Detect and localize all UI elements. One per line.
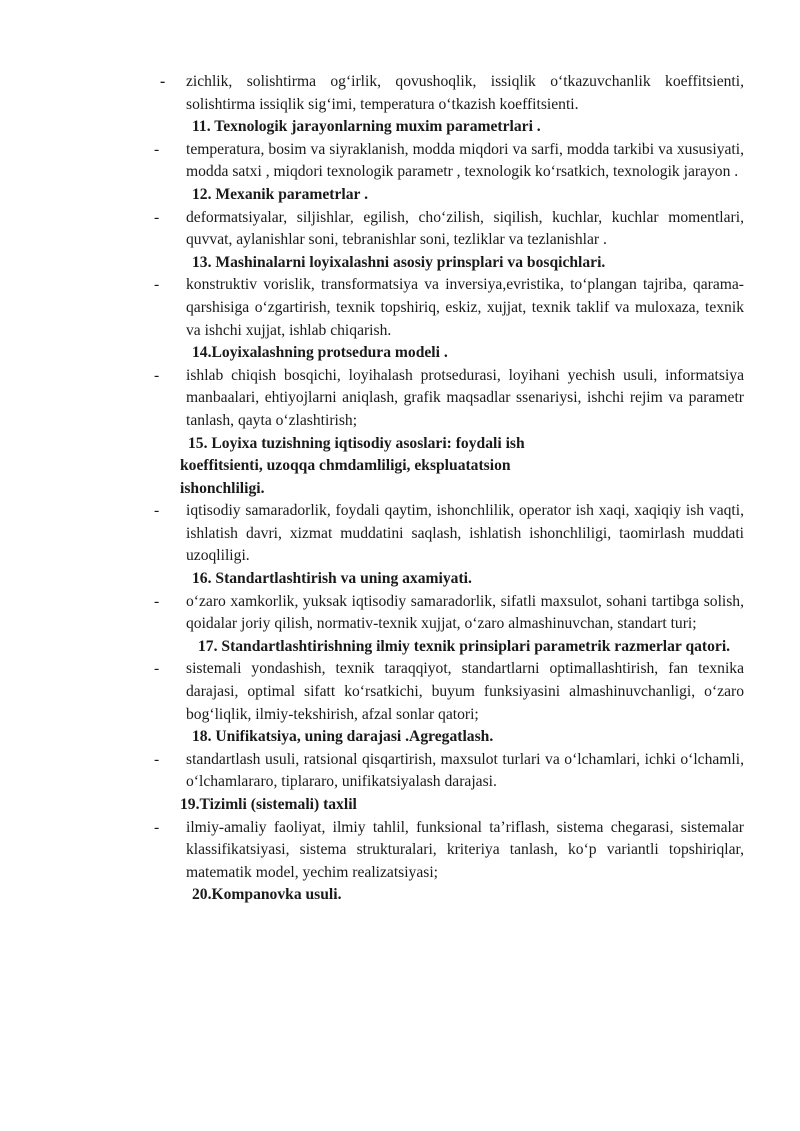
list-dash: - bbox=[154, 140, 160, 158]
list-dash: - bbox=[154, 208, 160, 226]
section-heading-18: 18. Unifikatsiya, uning darajasi .Agregatlash. bbox=[192, 728, 494, 746]
section-heading-20: 20.Kompanovka usuli. bbox=[192, 886, 342, 904]
heading-line: ishonchliligi. bbox=[180, 479, 265, 497]
list-item bbox=[150, 139, 744, 184]
list-item bbox=[150, 365, 744, 433]
list-item-text: ilmiy-amaliy faoliyat, ilmiy tahlil, funksional ta’riflash, sistema chegarasi, sistemalar klassifikatsiyasi, sistema strukturalari, kriteriya tanlash, ko‘p variantli topshiriqlar, matematik model, yechim realizatsiyasi; bbox=[186, 818, 744, 881]
list-item-text: standartlash usuli, ratsional qisqartirish, maxsulot turlari va o‘lchamlari, ichki o‘lchamli, o‘lchamlararo, tiplararo, unifikatsiyalash darajasi. bbox=[186, 750, 744, 791]
section-heading-19: 19.Tizimli (sistemali) taxlil bbox=[180, 796, 357, 813]
list-item-text: temperatura, bosim va siyraklanish, modda miqdori va sarfi, modda tarkibi va xususiyati, modda satxi , miqdori texnologik parametr , texnologik ko‘rsatkich, texnologik jarayon . bbox=[186, 140, 744, 181]
section-heading-13: 13. Mashinalarni loyixalashni asosiy prinsplari va bosqichlari. bbox=[192, 253, 606, 271]
list-item-text: konstruktiv vorislik, transformatsiya va inversiya,evristika, to‘plangan tajriba, qarama-qarshisiga o‘zgartirish, texnik topshiriq, eskiz, xujjat, texnik taklif va muloxaza, texnik va ishchi xujjat, ishlab chiqarish. bbox=[186, 276, 744, 339]
list-dash: - bbox=[160, 73, 166, 90]
section-heading-12: 12. Mexanik parametrlar . bbox=[192, 185, 368, 203]
list-item bbox=[150, 207, 744, 252]
list-dash: - bbox=[154, 366, 160, 384]
list-item-text: o‘zaro xamkorlik, yuksak iqtisodiy samaradorlik, sifatli maxsulot, sohani tartibga solish, qoidalar joriy qilish, normativ-texnik xujjat, o‘zaro almashinuvchan, standart turi; bbox=[186, 592, 744, 633]
list-item-text: iqtisodiy samaradorlik, foydali qaytim, ishonchlilik, operator ish xaqi, xaqiqiy ish vaqti, ishlatish davri, xizmat muddatini saqlash, ishlatish ishonchliligi, taomirlash muddati uzoqliligi. bbox=[186, 502, 744, 565]
section-heading-14: 14.Loyixalashning protsedura modeli . bbox=[192, 344, 448, 362]
list-dash: - bbox=[154, 592, 160, 610]
list-item-text: deformatsiyalar, siljishlar, egilish, cho‘zilish, siqilish, kuchlar, kuchlar momentlari, quvvat, aylanishlar soni, tebranishlar soni, tezliklar va tezlanishlar . bbox=[186, 208, 744, 249]
heading-line: 15. Loyixa tuzishning iqtisodiy asoslari: foydali ish bbox=[188, 434, 525, 452]
list-item bbox=[150, 658, 744, 726]
list-item bbox=[150, 500, 744, 568]
list-item-text: ishlab chiqish bosqichi, loyihalash protsedurasi, loyihani yechish usuli, informatsiya manbaalari, ehtiyojlarni aniqlash, grafik maqsadlar ssenariysi, ishchi rejim va parametr tanlash, qayta o‘zlashtirish; bbox=[186, 366, 744, 429]
list-dash: - bbox=[154, 750, 160, 768]
list-item bbox=[150, 591, 744, 636]
list-dash: - bbox=[154, 276, 160, 294]
list-dash: - bbox=[154, 818, 160, 836]
list-item-text: sistemali yondashish, texnik taraqqiyot, standartlarni optimallashtirish, fan texnika darajasi, optimal sifatt ko‘rsatkichi, buyum funksiyasini almashinuvchanligi, o‘zaro bog‘liqlik, ilmiy-tekshirish, afzal sonlar qatori; bbox=[186, 660, 744, 723]
section-heading-15 bbox=[150, 433, 744, 501]
list-dash: - bbox=[154, 502, 160, 520]
list-item-text: zichlik, solishtirma og‘irlik, qovushoqlik, issiqlik o‘tkazuvchanlik koeffitsienti, solishtirma issiqlik sig‘imi, temperatura o‘tkazish koeffitsienti. bbox=[186, 73, 744, 113]
list-dash: - bbox=[154, 660, 160, 678]
section-heading-16: 16. Standartlashtirish va uning axamiyati. bbox=[192, 570, 472, 588]
section-heading-11: 11. Texnologik jarayonlarning muxim parametrlari . bbox=[192, 118, 541, 136]
section-heading-17: 17. Standartlashtirishning ilmiy texnik prinsiplari parametrik razmerlar qatori. bbox=[198, 637, 731, 655]
term-list bbox=[150, 71, 744, 907]
list-item bbox=[150, 274, 744, 342]
heading-line: koeffitsienti, uzoqqa chmdamliligi, ekspluatatsion bbox=[180, 457, 511, 475]
list-item bbox=[150, 71, 744, 116]
list-item bbox=[150, 817, 744, 885]
list-item bbox=[150, 749, 744, 794]
